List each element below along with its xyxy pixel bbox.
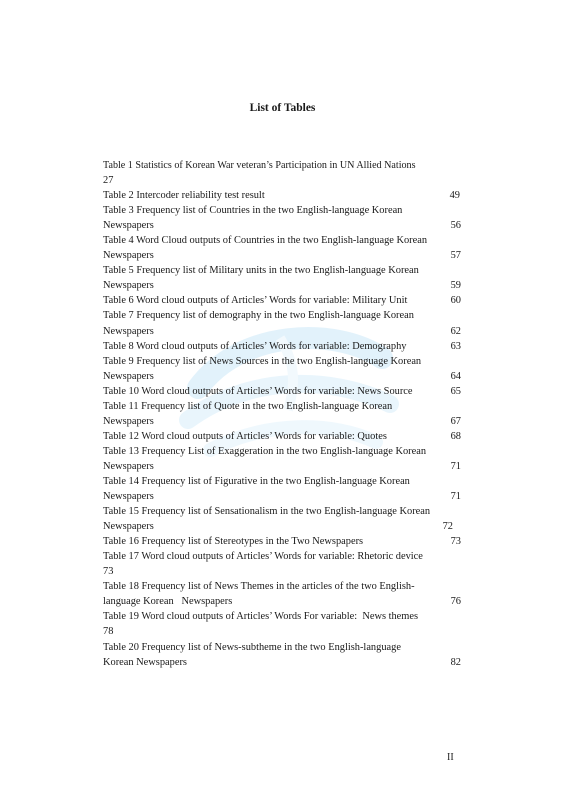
entry-text: Newspapers [103, 250, 154, 262]
list-item [103, 655, 463, 670]
list-item [103, 369, 463, 384]
list-item [103, 158, 463, 173]
entry-text: Newspapers [103, 521, 154, 533]
entry-page-number: 56 [450, 220, 461, 232]
entry-page-number: 76 [450, 596, 461, 608]
entry-text: Table 4 Word Cloud outputs of Countries in the two English-language Korean [103, 235, 428, 247]
entry-text: Table 11 Frequency list of Quote in the two English-language Korean [103, 400, 393, 412]
entry-page-number: 71 [450, 460, 461, 472]
entry-page-number: 65 [450, 385, 461, 397]
entry-text: Table 13 Frequency List of Exaggeration in the two English-language Korean [103, 445, 427, 457]
entry-text: Table 8 Word cloud outputs of Articles’ Words for variable: Demography [103, 340, 407, 352]
list-item [103, 173, 463, 188]
list-item [103, 188, 463, 203]
entry-text: Table 2 Intercoder reliability test result [103, 190, 265, 202]
list-item [103, 339, 463, 354]
list-item [103, 640, 463, 655]
list-item [103, 414, 463, 429]
entry-text: Newspapers [103, 370, 154, 382]
entry-text: Table 15 Frequency list of Sensationalism in the two English-language Korean [103, 506, 431, 518]
list-item [103, 534, 463, 549]
entry-text: 78 [103, 626, 114, 638]
entry-page-number: 59 [450, 280, 461, 292]
entry-text: Table 5 Frequency list of Military units in the two English-language Korean [103, 265, 419, 277]
entry-page-number: 73 [450, 536, 461, 548]
list-item [103, 504, 463, 519]
entry-text: Table 3 Frequency list of Countries in the two English-language Korean [103, 205, 403, 217]
entry-page-number: 60 [450, 295, 461, 307]
list-item [103, 278, 463, 293]
entry-text: language Korean Newspapers [103, 596, 233, 608]
list-item [103, 233, 463, 248]
entry-text: Newspapers [103, 325, 154, 337]
entry-text: 73 [103, 566, 114, 578]
list-item [103, 354, 463, 369]
entry-text: Table 14 Frequency list of Figurative in the two English-language Korean [103, 475, 410, 487]
list-item [103, 203, 463, 218]
entry-text: Table 19 Word cloud outputs of Articles’ Words For variable: News themes [103, 611, 419, 623]
list-item [103, 308, 463, 323]
entry-text: Newspapers [103, 220, 154, 232]
list-item [103, 399, 463, 414]
page-number: II [447, 752, 454, 763]
entry-text: Table 9 Frequency list of News Sources in the two English-language Korean [103, 355, 422, 367]
list-item [103, 218, 463, 233]
entry-page-number: 49 [449, 190, 460, 202]
list-item [103, 564, 463, 579]
entry-page-number: 67 [450, 415, 461, 427]
entry-text: Newspapers [103, 460, 154, 472]
entry-page-number: 57 [450, 250, 461, 262]
entry-page-number: 64 [450, 370, 461, 382]
entry-page-number: 63 [450, 340, 461, 352]
entry-text: Table 17 Word cloud outputs of Articles’ Words for variable: Rhetoric device [103, 551, 423, 563]
list-item [103, 248, 463, 263]
list-item [103, 263, 463, 278]
list-item [103, 624, 463, 639]
entry-text: Table 18 Frequency list of News Themes in the articles of the two English- [103, 581, 415, 593]
list-item [103, 429, 463, 444]
list-item [103, 324, 463, 339]
entry-text: Table 12 Word cloud outputs of Articles’ Words for variable: Quotes [103, 430, 387, 442]
list-item [103, 459, 463, 474]
entry-text: Korean Newspapers [103, 656, 187, 668]
entry-page-number: 72 [442, 521, 453, 533]
entry-page-number: 68 [450, 430, 461, 442]
entry-text: Table 6 Word cloud outputs of Articles’ Words for variable: Military Unit [103, 295, 408, 307]
list-item [103, 549, 463, 564]
entry-text: Newspapers [103, 280, 154, 292]
list-item [103, 579, 463, 594]
list-item [103, 474, 463, 489]
entry-text: Table 7 Frequency list of demography in the two English-language Korean [103, 310, 414, 322]
list-item [103, 489, 463, 504]
entry-text: Newspapers [103, 491, 154, 503]
list-of-tables [103, 158, 463, 670]
entry-text: Table 20 Frequency list of News-subtheme in the two English-language [103, 641, 401, 653]
entry-page-number: 82 [450, 656, 461, 668]
page-title: List of Tables [249, 102, 316, 114]
list-item [103, 609, 463, 624]
list-item [103, 519, 463, 534]
entry-text: Table 10 Word cloud outputs of Articles’ Words for variable: News Source [103, 385, 413, 397]
entry-text: Table 16 Frequency list of Stereotypes in the Two Newspapers [103, 536, 364, 548]
list-item [103, 594, 463, 609]
list-item [103, 444, 463, 459]
entry-page-number: 71 [450, 491, 461, 503]
entry-text: Table 1 Statistics of Korean War veteran’s Participation in UN Allied Nations [103, 160, 416, 171]
entry-page-number: 62 [450, 325, 461, 337]
list-item [103, 384, 463, 399]
entry-text: Newspapers [103, 415, 154, 427]
entry-text: 27 [103, 175, 114, 187]
list-item [103, 293, 463, 308]
